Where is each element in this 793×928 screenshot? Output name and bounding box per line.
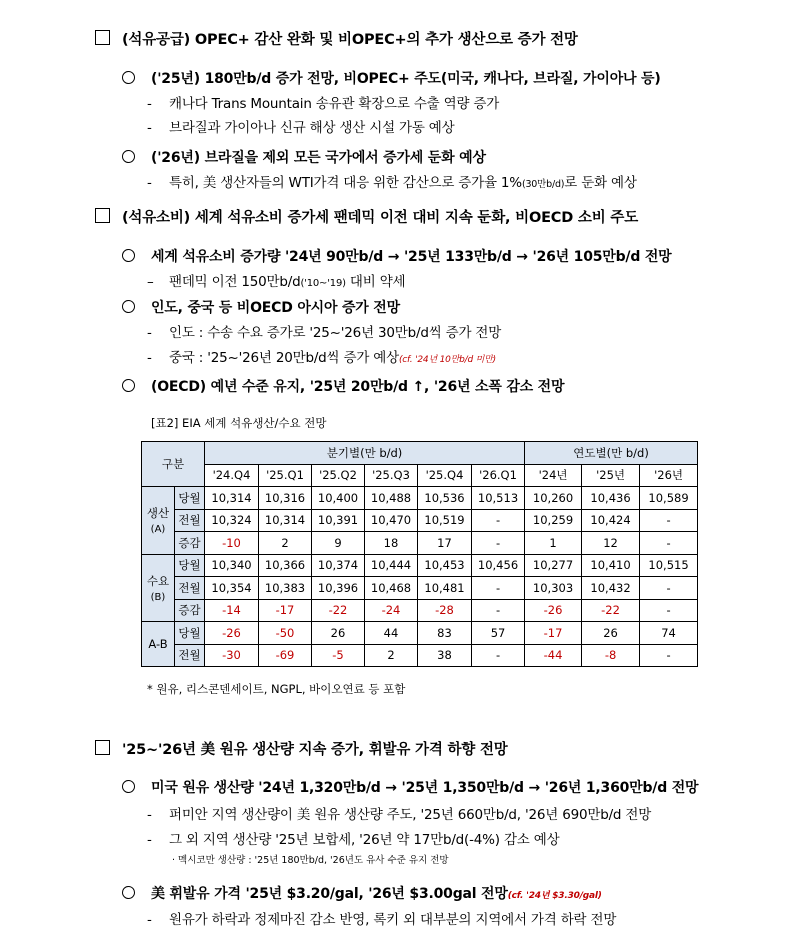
table-cell: 38	[418, 644, 472, 667]
detail-us-wti: - 특히, 美 생산자들의 WTI가격 대응 위한 감산으로 증가율 1%(30만b/d)로 둔화 예상	[147, 175, 637, 191]
checkbox-square-icon	[95, 208, 110, 223]
table-cell: 10,456	[472, 554, 525, 577]
column-header: '24년	[525, 464, 582, 487]
table-cell: -	[472, 599, 525, 622]
column-header: '25.Q1	[259, 464, 312, 487]
table-cell: 10,424	[582, 509, 640, 532]
table-cell: 26	[312, 622, 365, 645]
table-cell: 10,453	[418, 554, 472, 577]
table-cell: 10,515	[640, 554, 698, 577]
table-cell: 12	[582, 532, 640, 555]
table-cell: 10,396	[312, 577, 365, 600]
detail-brazil-guyana: - 브라질과 가이아나 신규 해상 생산 시설 가동 예상	[147, 120, 455, 136]
table-row	[142, 622, 698, 645]
circle-bullet-icon	[122, 780, 135, 793]
table-footnote: * 원유, 리스콘덴세이트, NGPL, 바이오연료 등 포함	[147, 682, 406, 696]
row-label: 당월	[175, 487, 205, 510]
circle-bullet-icon	[122, 71, 135, 84]
table-cell: 10,340	[205, 554, 259, 577]
group-label	[142, 622, 175, 667]
group-label-text: 수요	[146, 573, 170, 588]
table-cell: -26	[525, 599, 582, 622]
column-header: '25.Q4	[418, 464, 472, 487]
table-cell: 10,513	[472, 487, 525, 510]
detail-canada-pipeline: - 캐나다 Trans Mountain 송유관 확장으로 수출 역량 증가	[147, 96, 500, 112]
table-cell: 2	[259, 532, 312, 555]
table-cell: -69	[259, 644, 312, 667]
table-row	[142, 599, 698, 622]
table-cell: -8	[582, 644, 640, 667]
bullet-us-production: 미국 원유 생산량 '24년 1,320만b/d → '25년 1,350만b/d → '26년 1,360만b/d 전망	[122, 777, 698, 797]
row-label: 증감	[175, 532, 205, 555]
table-cell: -	[640, 532, 698, 555]
table-cell: -	[472, 532, 525, 555]
column-header: '26.Q1	[472, 464, 525, 487]
table-header-row	[142, 442, 698, 465]
group-label-text: (B)	[150, 591, 166, 603]
table-cell: 44	[365, 622, 418, 645]
bullet-2026-supply: ('26년) 브라질을 제외 모든 국가에서 증가세 둔화 예상	[122, 147, 486, 167]
table-cell: -17	[525, 622, 582, 645]
table-cell: -	[640, 599, 698, 622]
table-cell: 10,374	[312, 554, 365, 577]
table-cell: 10,303	[525, 577, 582, 600]
column-header: '25년	[582, 464, 640, 487]
circle-bullet-icon	[122, 379, 135, 392]
table-cell: 10,314	[205, 487, 259, 510]
table-cell: 10,444	[365, 554, 418, 577]
table-row	[142, 644, 698, 667]
table-cell: 10,432	[582, 577, 640, 600]
table-cell: -	[472, 509, 525, 532]
table-cell: 2	[365, 644, 418, 667]
circle-bullet-icon	[122, 249, 135, 262]
table-caption: [표2] EIA 세계 석유생산/수요 전망	[151, 416, 327, 430]
checkbox-square-icon	[95, 740, 110, 755]
circle-bullet-icon	[122, 300, 135, 313]
row-label: 전월	[175, 644, 205, 667]
section-us-crude-heading: '25~'26년 美 원유 생산량 지속 증가, 휘발유 가격 하향 전망	[95, 738, 508, 759]
table-cell: -10	[205, 532, 259, 555]
column-header: '25.Q3	[365, 464, 418, 487]
section-oil-supply-heading: (석유공급) OPEC+ 감산 완화 및 비OPEC+의 추가 생산으로 증가 전망	[95, 28, 578, 49]
table-row	[142, 577, 698, 600]
table-cell: -26	[205, 622, 259, 645]
row-label: 전월	[175, 509, 205, 532]
table-cell: 10,410	[582, 554, 640, 577]
column-header: '25.Q2	[312, 464, 365, 487]
bullet-oecd: (OECD) 예년 수준 유지, '25년 20만b/d ↑, '26년 소폭 감소 전망	[122, 376, 564, 396]
column-header: '24.Q4	[205, 464, 259, 487]
row-label: 당월	[175, 622, 205, 645]
detail-gulf-of-mexico: · 멕시코만 생산량 : '25년 180만b/d, '26년도 유사 수준 유지 전망	[172, 855, 449, 866]
table-cell: -14	[205, 599, 259, 622]
table-cell: 10,383	[259, 577, 312, 600]
table-cell: 57	[472, 622, 525, 645]
table-cell: -28	[418, 599, 472, 622]
table-cell: -22	[582, 599, 640, 622]
table-cell: 10,391	[312, 509, 365, 532]
table-cell: 10,400	[312, 487, 365, 510]
group-label-text: (A)	[150, 524, 166, 536]
eia-supply-demand-table	[141, 441, 698, 667]
table-cell: -30	[205, 644, 259, 667]
row-label: 당월	[175, 554, 205, 577]
table-row	[142, 487, 698, 510]
detail-other-regions: - 그 외 지역 생산량 '25년 보합세, '26년 약 17만b/d(-4%) 감소 예상	[147, 832, 560, 848]
detail-india: - 인도 : 수송 수요 증가로 '25~'26년 30만b/d씩 증가 전망	[147, 325, 502, 341]
detail-permian: - 퍼미안 지역 생산량이 美 원유 생산량 주도, '25년 660만b/d, '26년 690만b/d 전망	[147, 807, 652, 823]
table-cell: 74	[640, 622, 698, 645]
table-cell: 17	[418, 532, 472, 555]
header-quarterly: 분기별(만 b/d)	[205, 442, 525, 465]
circle-bullet-icon	[122, 150, 135, 163]
table-cell: 10,260	[525, 487, 582, 510]
bullet-non-oecd-asia: 인도, 중국 등 비OECD 아시아 증가 전망	[122, 297, 400, 317]
header-annual: 연도별(만 b/d)	[525, 442, 698, 465]
table-row	[142, 554, 698, 577]
detail-price-decline: - 원유가 하락과 정제마진 감소 반영, 록키 외 대부분의 지역에서 가격 하락 전망	[147, 912, 617, 928]
table-cell: 10,589	[640, 487, 698, 510]
table-cell: 10,259	[525, 509, 582, 532]
table-cell: -44	[525, 644, 582, 667]
row-label: 증감	[175, 599, 205, 622]
table-cell: -	[640, 509, 698, 532]
table-cell: 26	[582, 622, 640, 645]
group-label	[142, 554, 175, 622]
table-cell: 18	[365, 532, 418, 555]
table-cell: -	[640, 644, 698, 667]
detail-china: - 중국 : '25~'26년 20만b/d씩 증가 예상(cf. '24년 10만b/d 미만)	[147, 350, 496, 366]
bullet-world-demand: 세계 석유소비 증가량 '24년 90만b/d → '25년 133만b/d → '26년 105만b/d 전망	[122, 246, 672, 266]
group-label	[142, 487, 175, 555]
header-corner: 구분	[142, 442, 205, 487]
table-cell: 10,468	[365, 577, 418, 600]
group-label-text: 생산	[146, 506, 170, 521]
table-cell: 10,481	[418, 577, 472, 600]
table-cell: 10,470	[365, 509, 418, 532]
table-cell: -5	[312, 644, 365, 667]
table-cell: 10,324	[205, 509, 259, 532]
table-cell: 10,316	[259, 487, 312, 510]
table-cell: -24	[365, 599, 418, 622]
table-cell: 10,436	[582, 487, 640, 510]
table-cell: -	[640, 577, 698, 600]
table-cell: 83	[418, 622, 472, 645]
table-cell: 10,354	[205, 577, 259, 600]
group-label-text: A-B	[148, 637, 168, 651]
bullet-2025-supply: ('25년) 180만b/d 증가 전망, 비OPEC+ 주도(미국, 캐나다, 브라질, 가이아나 등)	[122, 68, 661, 88]
table-cell: 10,314	[259, 509, 312, 532]
table-cell: 10,366	[259, 554, 312, 577]
bullet-gasoline-price: 美 휘발유 가격 '25년 $3.20/gal, '26년 $3.00gal 전망(cf. '24년 $3.30/gal)	[122, 883, 602, 903]
table-cell: 10,277	[525, 554, 582, 577]
circle-bullet-icon	[122, 886, 135, 899]
table-row	[142, 509, 698, 532]
detail-pre-pandemic: – 팬데믹 이전 150만b/d('10~'19) 대비 약세	[147, 274, 406, 290]
row-label: 전월	[175, 577, 205, 600]
checkbox-square-icon	[95, 30, 110, 45]
table-cell: 10,519	[418, 509, 472, 532]
table-cell: -22	[312, 599, 365, 622]
table-cell: 9	[312, 532, 365, 555]
table-row	[142, 532, 698, 555]
table-cell: -	[472, 644, 525, 667]
table-cell: 10,488	[365, 487, 418, 510]
column-header: '26년	[640, 464, 698, 487]
section-oil-demand-heading: (석유소비) 세계 석유소비 증가세 팬데믹 이전 대비 지속 둔화, 비OECD 소비 주도	[95, 206, 638, 227]
table-cell: 1	[525, 532, 582, 555]
table-cell: -	[472, 577, 525, 600]
table-cell: -50	[259, 622, 312, 645]
table-cell: 10,536	[418, 487, 472, 510]
table-header-row	[142, 464, 698, 487]
table-cell: -17	[259, 599, 312, 622]
